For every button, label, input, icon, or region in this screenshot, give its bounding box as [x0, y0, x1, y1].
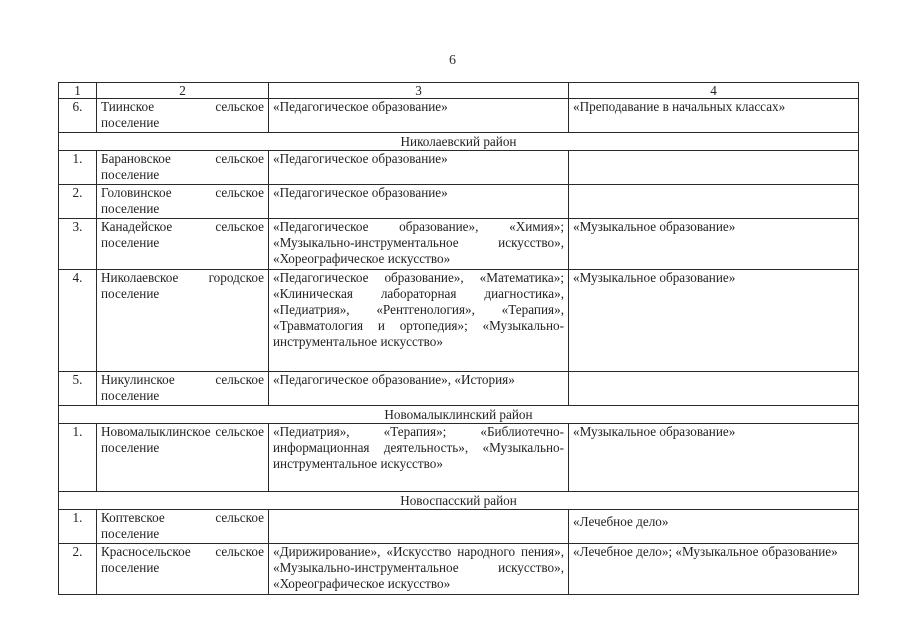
row-number: 5.	[59, 372, 97, 406]
page-number: 6	[449, 53, 456, 68]
specialties-cell-alt: «Музыкальное образование»	[569, 270, 859, 372]
row-number: 2.	[59, 185, 97, 219]
table-row	[59, 151, 859, 185]
specialties-cell: «Педиатрия», «Терапия»; «Библиотечно-информационная деятельность», «Музыкально-инструментальное искусство»	[269, 424, 569, 492]
settlement-name: Никулинское сельское поселение	[97, 372, 269, 406]
specialties-cell-alt	[569, 151, 859, 185]
specialties-cell-alt: «Лечебное дело»	[569, 510, 859, 544]
specialties-cell-alt: «Музыкальное образование»	[569, 424, 859, 492]
table-row	[59, 219, 859, 270]
district-title: Новоспасский район	[59, 492, 859, 510]
district-row	[59, 406, 859, 424]
row-number: 1.	[59, 510, 97, 544]
table-row	[59, 510, 859, 544]
settlement-name: Канадейское сельское поселение	[97, 219, 269, 270]
document-table	[58, 82, 859, 595]
district-title: Николаевский район	[59, 133, 859, 151]
row-number: 6.	[59, 99, 97, 133]
specialties-cell: «Педагогическое образование», «История»	[269, 372, 569, 406]
district-row	[59, 133, 859, 151]
specialties-cell-alt: «Музыкальное образование»	[569, 219, 859, 270]
header-col-3: 3	[269, 83, 569, 99]
settlement-name: Тиинское сельское поселение	[97, 99, 269, 133]
specialties-cell: «Педагогическое образование»	[269, 151, 569, 185]
specialties-cell: «Педагогическое образование»	[269, 99, 569, 133]
specialties-cell-alt	[569, 372, 859, 406]
table-row	[59, 270, 859, 372]
settlement-name: Николаевское городское поселение	[97, 270, 269, 372]
table-row	[59, 424, 859, 492]
settlement-name: Барановское сельское поселение	[97, 151, 269, 185]
specialties-cell-alt	[569, 185, 859, 219]
specialties-cell	[269, 510, 569, 544]
specialties-cell-alt: «Лечебное дело»; «Музыкальное образование»	[569, 544, 859, 595]
specialties-cell: «Педагогическое образование», «Математика»; «Клиническая лабораторная диагностика», «Педиатрия», «Рентгенология», «Терапия», «Травматология и ортопедия»; «Музыкально-инструментальное искусство»	[269, 270, 569, 372]
row-number: 1.	[59, 151, 97, 185]
settlement-name: Коптевское сельское поселение	[97, 510, 269, 544]
table-row	[59, 544, 859, 595]
specialties-cell-alt: «Преподавание в начальных классах»	[569, 99, 859, 133]
table-row	[59, 99, 859, 133]
table-row	[59, 372, 859, 406]
row-number: 4.	[59, 270, 97, 372]
row-number: 3.	[59, 219, 97, 270]
specialties-cell: «Дирижирование», «Искусство народного пения», «Музыкально-инструментальное искусство», «Хореографическое искусство»	[269, 544, 569, 595]
settlement-name: Новомалыклинское сельское поселение	[97, 424, 269, 492]
header-col-4: 4	[569, 83, 859, 99]
table-row	[59, 185, 859, 219]
row-number: 2.	[59, 544, 97, 595]
header-col-2: 2	[97, 83, 269, 99]
district-row	[59, 492, 859, 510]
specialties-cell: «Педагогическое образование»	[269, 185, 569, 219]
settlement-name: Головинское сельское поселение	[97, 185, 269, 219]
district-title: Новомалыклинский район	[59, 406, 859, 424]
settlement-name: Красносельское сельское поселение	[97, 544, 269, 595]
table-header-row	[59, 83, 859, 99]
row-number: 1.	[59, 424, 97, 492]
specialties-cell: «Педагогическое образование», «Химия»; «Музыкально-инструментальное искусство», «Хореографическое искусство»	[269, 219, 569, 270]
header-col-1: 1	[59, 83, 97, 99]
